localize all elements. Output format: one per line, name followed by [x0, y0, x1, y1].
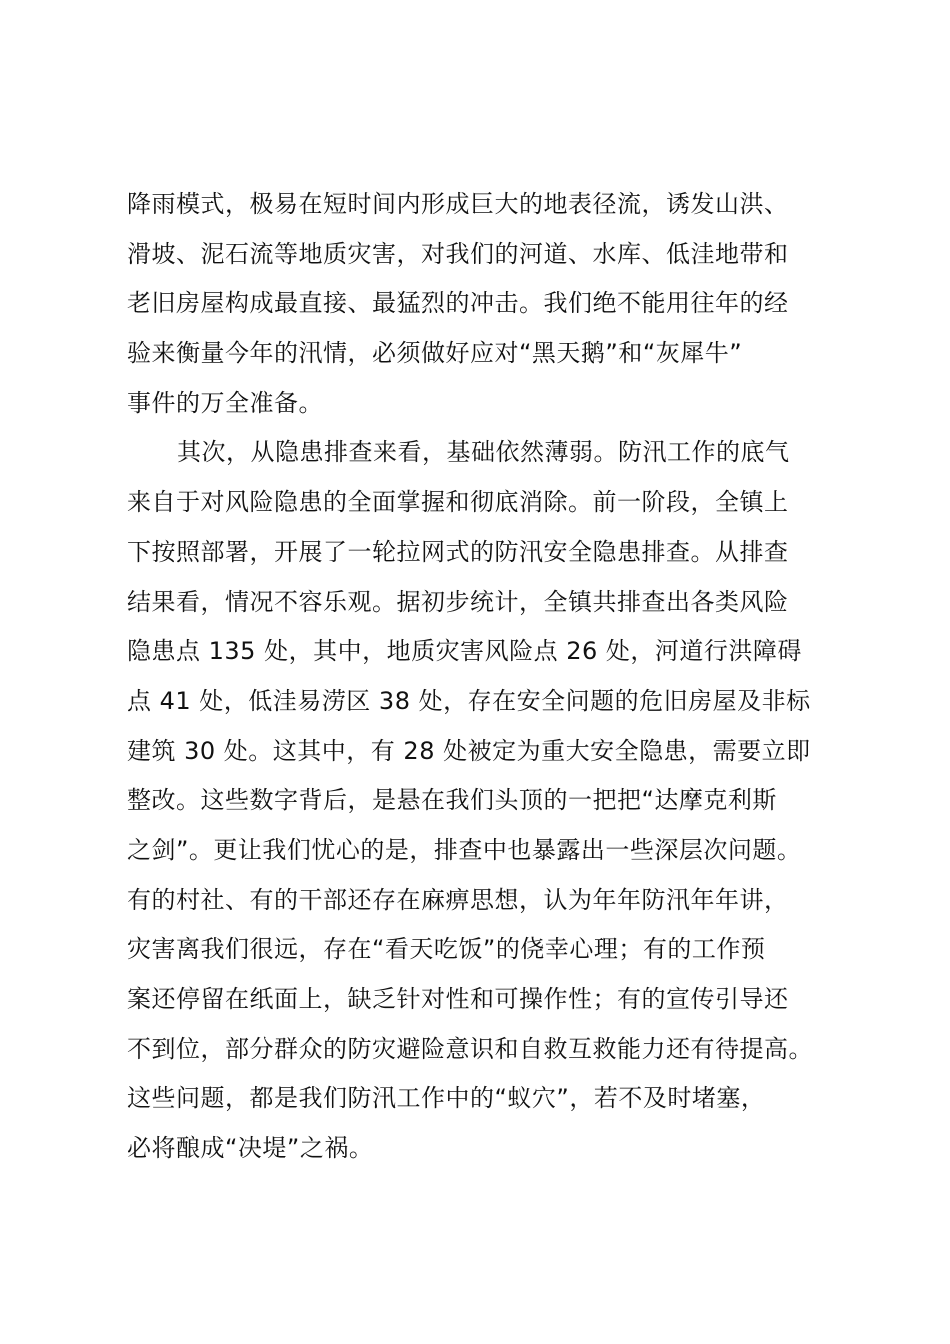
text-line-17: 案还停留在纸面上，缺乏针对性和可操作性；有的宣传引导还: [127, 985, 789, 1013]
body-text: [127, 180, 837, 1174]
text-line-19: 这些问题，都是我们防汛工作中的“蚁穴”，若不及时堵塞，: [127, 1084, 766, 1113]
text-line-6: 其次，从隐患排查来看，基础依然薄弱。防汛工作的底气: [177, 438, 790, 467]
text-line-12: 建筑 30 处。这其中，有 28 处被定为重大安全隐患，需要立即: [127, 736, 811, 765]
text-line-14: 之剑”。更让我们忧心的是，排查中也暴露出一些深层次问题。: [127, 835, 802, 864]
text-line-10: 隐患点 135 处，其中，地质灾害风险点 26 处，河道行洪障碍: [127, 637, 802, 666]
text-line-18: 不到位，部分群众的防灾避险意识和自救互救能力还有待提高。: [127, 1034, 813, 1063]
text-line-9: 结果看，情况不容乐观。据初步统计，全镇共排查出各类风险: [127, 587, 789, 616]
text-line-1: 降雨模式，极易在短时间内形成巨大的地表径流，诱发山洪、: [127, 190, 789, 218]
text-line-20: 必将酿成“决堤”之祸。: [127, 1134, 374, 1163]
text-line-5: 事件的万全准备。: [127, 388, 323, 417]
text-line-7: 来自于对风险隐患的全面掌握和彻底消除。前一阶段，全镇上: [127, 488, 789, 517]
text-line-3: 老旧房屋构成最直接、最猛烈的冲击。我们绝不能用往年的经: [127, 289, 789, 318]
text-line-8: 下按照部署，开展了一轮拉网式的防汛安全隐患排查。从排查: [127, 537, 789, 566]
text-line-16: 灾害离我们很远，存在“看天吃饭”的侥幸心理；有的工作预: [127, 935, 766, 964]
text-line-13: 整改。这些数字背后，是悬在我们头顶的一把把“达摩克利斯: [127, 786, 777, 815]
text-line-2: 滑坡、泥石流等地质灾害，对我们的河道、水库、低洼地带和: [127, 239, 789, 268]
text-line-15: 有的村社、有的干部还存在麻痹思想，认为年年防汛年年讲，: [127, 885, 789, 914]
text-line-4: 验来衡量今年的汛情，必须做好应对“黑天鹅”和“灰犀牛”: [127, 339, 743, 368]
text-line-11: 点 41 处，低洼易涝区 38 处，存在安全问题的危旧房屋及非标: [127, 686, 811, 715]
